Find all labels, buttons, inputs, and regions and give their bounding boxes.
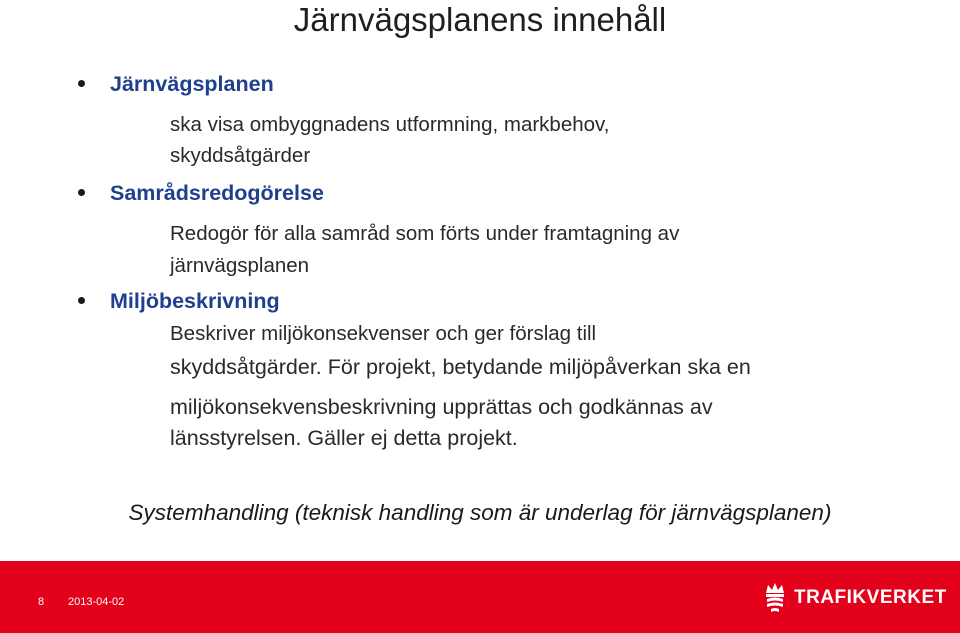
bullet-description-line: ska visa ombyggnadens utformning, markbehov, xyxy=(170,113,610,136)
slide-title: Järnvägsplanens innehåll xyxy=(293,1,667,38)
bullet-jarnvagsplanen xyxy=(78,71,274,97)
page-number: 8 xyxy=(38,596,45,608)
bullet-description-line: skyddsåtgärder xyxy=(170,144,311,167)
bullet-dot-icon xyxy=(78,80,85,87)
bullet-samradsredogorelse xyxy=(78,180,324,206)
footer-bar xyxy=(0,561,960,633)
crown-emblem-icon xyxy=(762,579,788,615)
logo-wordmark: TRAFIKVERKET xyxy=(794,586,947,608)
footer-date: 2013-04-02 xyxy=(68,596,125,608)
bullet-miljobeskrivning xyxy=(78,288,280,314)
bullet-label: Järnvägsplanen xyxy=(110,72,274,96)
bullet-dot-icon xyxy=(78,189,85,196)
bullet-description-line: Beskriver miljökonsekvenser och ger förslag till xyxy=(170,322,597,345)
bullet-dot-icon xyxy=(78,297,85,304)
bullet-description-line: länsstyrelsen. Gäller ej detta projekt. xyxy=(170,426,518,450)
bullet-description-line: järnvägsplanen xyxy=(170,254,310,277)
bullet-description-line: miljökonsekvensbeskrivning upprättas och godkännas av xyxy=(170,395,713,419)
bullet-label: Miljöbeskrivning xyxy=(110,289,280,313)
systemhandling-note: Systemhandling (teknisk handling som är underlag för järnvägsplanen) xyxy=(128,500,832,525)
trafikverket-logo xyxy=(762,579,947,615)
bullet-description-line: skyddsåtgärder. För projekt, betydande miljöpåverkan ska en xyxy=(170,355,751,379)
bullet-description-line: Redogör för alla samråd som förts under framtagning av xyxy=(170,222,680,245)
bullet-label: Samrådsredogörelse xyxy=(110,181,324,205)
